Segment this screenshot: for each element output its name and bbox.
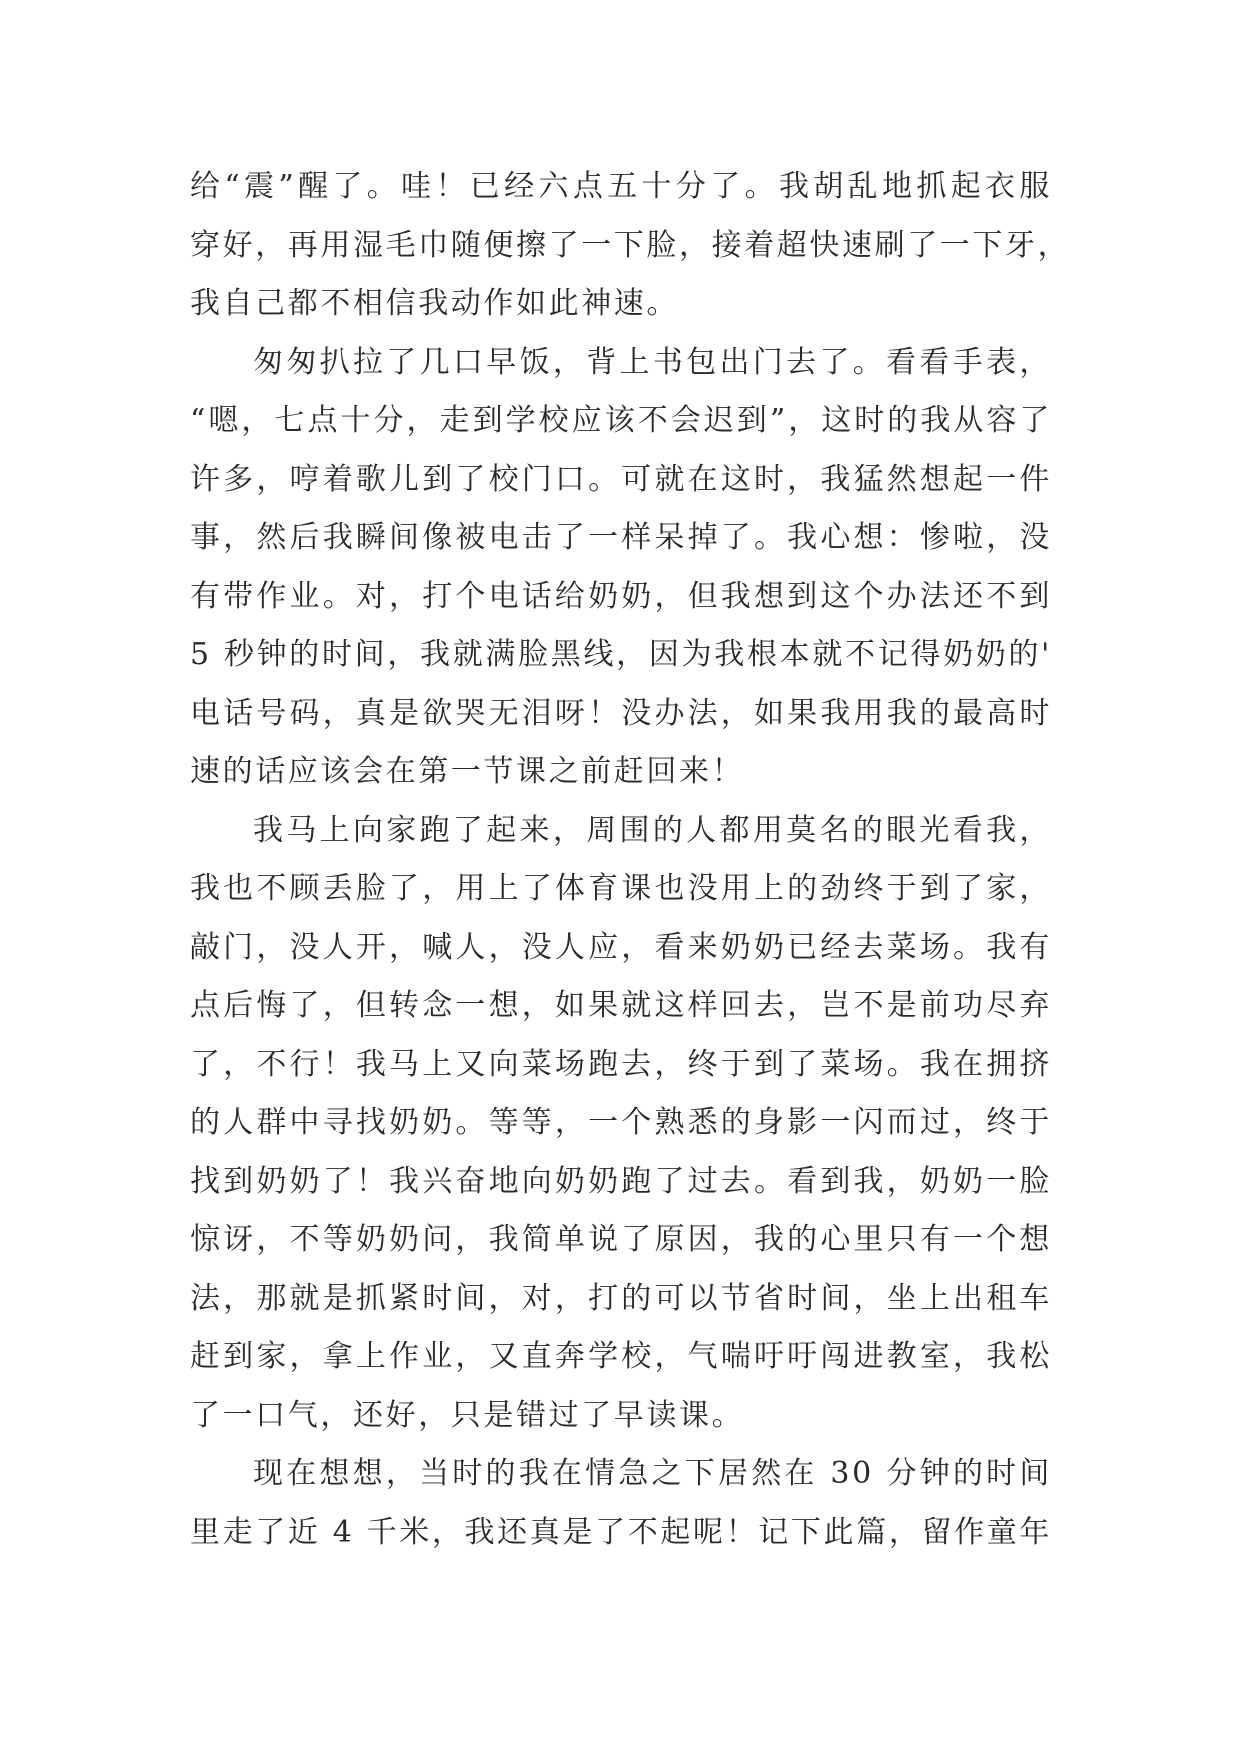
text-line	[190, 685, 1052, 744]
line-text: 我也不顾丢脸了，用上了体育课也没用上的劲终于到了家，	[190, 871, 1052, 906]
line-text: 给“震”醒了。哇！已经六点五十分了。我胡乱地抓起衣服	[190, 169, 1052, 204]
document-body	[190, 158, 1071, 1562]
text-line	[190, 977, 1052, 1036]
line-text: 有带作业。对，打个电话给奶奶，但我想到这个办法还不到	[190, 578, 1052, 614]
line-text: 穿好，再用湿毛巾随便擦了一下脸，接着超快速刷了一下牙，	[190, 227, 1071, 263]
line-text: 了一口气，还好，只是错过了早读课。	[190, 1397, 745, 1433]
text-line	[190, 743, 1052, 802]
text-line	[190, 1094, 1052, 1153]
line-text: 现在想想，当时的我在情急之下居然在 30 分钟的时间	[253, 1456, 1052, 1491]
line-text: 里走了近 4 千米，我还真是了不起呢！记下此篇，留作童年	[190, 1514, 1052, 1550]
line-text: 速的话应该会在第一节课之前赶回来！	[190, 754, 745, 789]
line-text: 电话号码，真是欲哭无泪呀！没办法，如果我用我的最高时	[190, 695, 1052, 731]
text-line	[190, 1387, 1052, 1446]
text-line	[190, 1445, 1052, 1504]
text-line	[190, 1270, 1052, 1329]
line-text: 我自己都不相信我动作如此神速。	[190, 286, 679, 321]
text-line	[190, 568, 1052, 627]
line-text: 了，不行！我马上又向菜场跑去，终于到了菜场。我在拥挤	[190, 1046, 1052, 1082]
text-line	[190, 392, 1052, 451]
line-text: 赶到家，拿上作业，又直奔学校，气喘吁吁闯进教室，我松	[190, 1339, 1052, 1374]
line-text: 事，然后我瞬间像被电击了一样呆掉了。我心想：惨啦，没	[190, 520, 1052, 555]
text-line	[190, 1504, 1052, 1563]
line-text: 找到奶奶了！我兴奋地向奶奶跑了过去。看到我，奶奶一脸	[190, 1163, 1052, 1199]
line-text: 点后悔了，但转念一想，如果就这样回去，岂不是前功尽弃	[190, 988, 1052, 1023]
line-text: “嗯，七点十分，走到学校应该不会迟到”，这时的我从容了	[190, 403, 1052, 438]
text-line	[190, 626, 1052, 685]
line-text: 的人群中寻找奶奶。等等，一个熟悉的身影一闪而过，终于	[190, 1105, 1052, 1140]
line-text: 5 秒钟的时间，我就满脸黑线，因为我根本就不记得奶奶的'	[190, 637, 1052, 672]
text-line	[190, 1036, 1052, 1095]
line-text: 惊讶，不等奶奶问，我简单说了原因，我的心里只有一个想	[190, 1222, 1052, 1257]
text-line	[190, 451, 1052, 510]
text-line	[190, 217, 1071, 276]
text-line	[190, 802, 1052, 861]
text-line	[190, 509, 1052, 568]
text-line	[190, 860, 1052, 919]
text-line	[190, 919, 1052, 978]
text-line	[190, 158, 1052, 217]
text-line	[190, 1328, 1052, 1387]
line-text: 敲门，没人开，喊人，没人应，看来奶奶已经去菜场。我有	[190, 929, 1052, 965]
text-line	[190, 334, 1052, 393]
text-line	[190, 1211, 1052, 1270]
text-line	[190, 275, 1052, 334]
line-text: 许多，哼着歌儿到了校门口。可就在这时，我猛然想起一件	[190, 461, 1052, 497]
line-text: 法，那就是抓紧时间，对，打的可以节省时间，坐上出租车	[190, 1280, 1052, 1316]
text-line	[190, 1153, 1052, 1212]
line-text: 匆匆扒拉了几口早饭，背上书包出门去了。看看手表，	[253, 344, 1052, 380]
line-text: 我马上向家跑了起来，周围的人都用莫名的眼光看我，	[253, 812, 1052, 848]
